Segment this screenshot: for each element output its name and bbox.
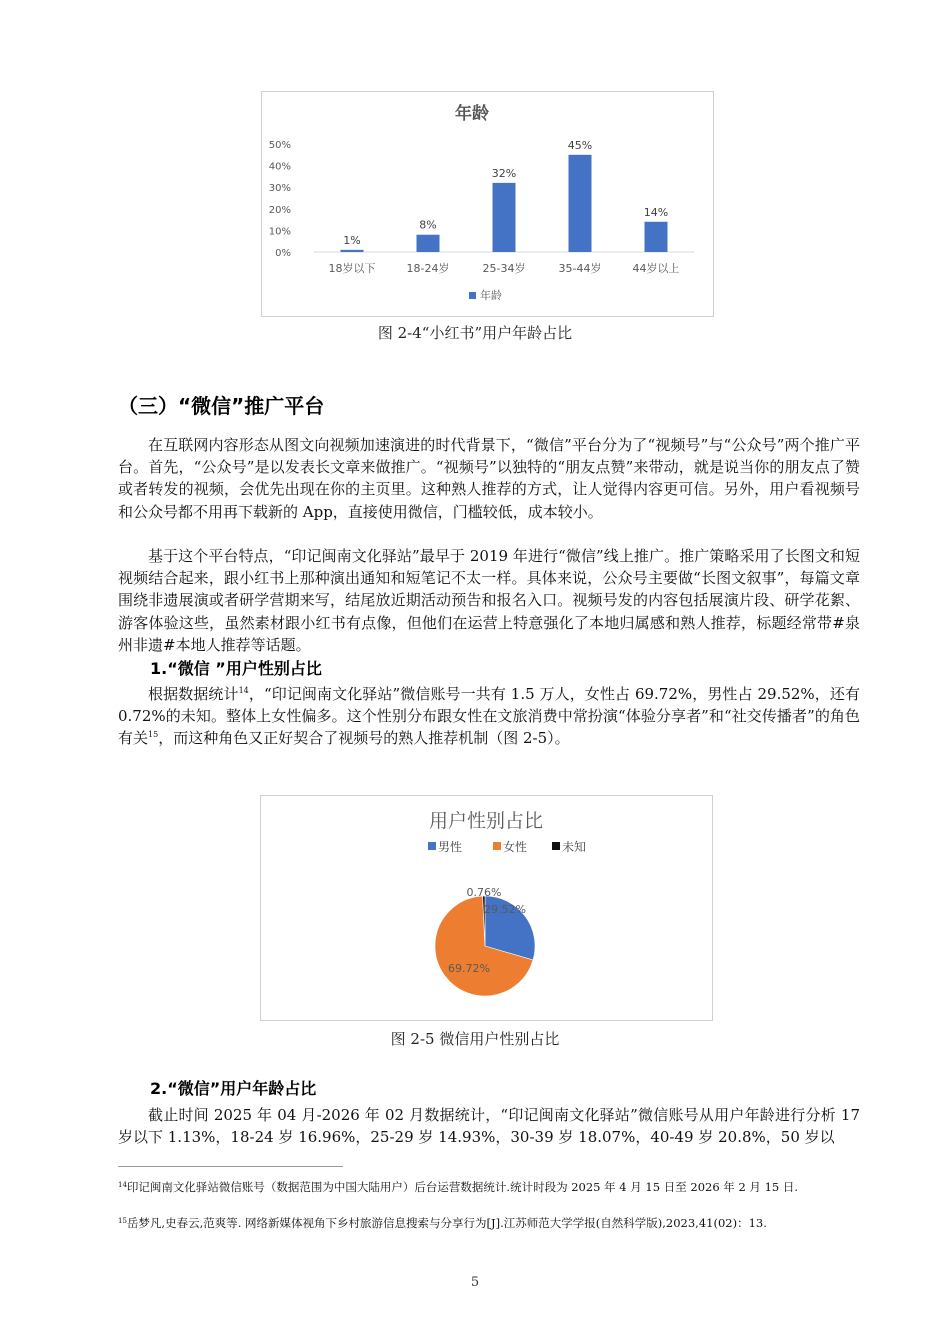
y-tick-label: 0% bbox=[275, 248, 291, 259]
gender-pie-chart-frame bbox=[260, 795, 713, 1021]
pie-title: 用户性别占比 bbox=[428, 810, 544, 832]
gender-pie-chart bbox=[261, 796, 712, 1020]
figure-caption-2-4: 图 2-4“小红书”用户年龄占比 bbox=[377, 324, 573, 342]
pie-data-label: 69.72% bbox=[448, 962, 490, 975]
footnote-15 bbox=[118, 1214, 860, 1232]
legend-swatch bbox=[552, 842, 560, 850]
bar-3 bbox=[493, 183, 516, 252]
legend-label: 年龄 bbox=[480, 289, 502, 302]
footnote-ref-15[interactable]: 15 bbox=[148, 730, 159, 740]
figure-caption-2-5: 图 2-5 微信用户性别占比 bbox=[390, 1030, 560, 1048]
age-bar-chart-frame bbox=[261, 91, 714, 317]
footnote-14-text: 印记闽南文化驿站微信账号（数据范围为中国大陆用户）后台运营数据统计.统计时段为 2025 年 4 月 15 日至 2026 年 2 月 15 日. bbox=[126, 1180, 799, 1194]
para3-text-b: ，“印记闽南文化驿站”微信账号一共有 1.5 万人，女性占 69.72%，男性占 29.52%，还有 0.72%的未知。整体上女性偏多。这个性别分布跟女性在文旅消费中常扮演“体验分享者”和“社交传播者”的角色有关 bbox=[118, 685, 860, 748]
y-tick-label: 50% bbox=[268, 140, 291, 151]
legend-label: 未知 bbox=[562, 840, 587, 854]
pie-data-label: 29.52% bbox=[484, 903, 526, 916]
y-tick-label: 10% bbox=[268, 226, 291, 238]
pie-data-label: 0.76% bbox=[466, 886, 502, 899]
x-tick-label: 44岁以上 bbox=[632, 262, 680, 275]
para3-text-a: 根据数据统计 bbox=[148, 685, 239, 703]
x-tick-label: 18岁以下 bbox=[328, 262, 376, 275]
footnote-num-14: 14 bbox=[118, 1181, 127, 1189]
footnote-num-15: 15 bbox=[118, 1217, 127, 1225]
legend-swatch bbox=[493, 842, 501, 850]
footnote-14 bbox=[118, 1178, 860, 1196]
paragraph-4: 截止时间 2025 年 04 月-2026 年 02 月数据统计，“印记闽南文化驿站”微信账号从用户年龄进行分析 17 岁以下 1.13%，18-24 岁 16.96%，25-29 岁 14.93%，30-39 岁 18.07%，40-49 岁 20.8%，50 岁以 bbox=[118, 1106, 860, 1147]
x-tick-label: 25-34岁 bbox=[482, 262, 526, 275]
bar-1 bbox=[341, 250, 364, 252]
y-tick-label: 30% bbox=[268, 183, 291, 195]
x-tick-label: 18-24岁 bbox=[406, 262, 450, 275]
section-heading: （三）“微信”推广平台 bbox=[118, 394, 325, 418]
paragraph-2: 基于这个平台特点，“印记闽南文化驿站”最早于 2019 年进行“微信”线上推广。推广策略采用了长图文和短视频结合起来，跟小红书上那种演出通知和短笔记不太一样。具体来说，公众号主要做“长图文叙事”，每篇文章围绕非遗展演或者研学营期来写，结尾放近期活动预告和报名入口。视频号发的内容包括展演片段、研学花絮、游客体验这些，虽然素材跟小红书有点像，但他们在运营上特意强化了本地归属感和熟人推荐，标题经常带#泉州非遗#本地人推荐等话题。 bbox=[118, 547, 860, 654]
x-tick-label: 35-44岁 bbox=[558, 262, 602, 275]
bar-4 bbox=[569, 155, 592, 252]
bar-2 bbox=[417, 235, 440, 252]
footnote-ref-14[interactable]: 14 bbox=[238, 686, 249, 695]
paragraph-1: 在互联网内容形态从图文向视频加速演进的时代背景下，“微信”平台分为了“视频号”与“公众号”两个推广平台。首先，“公众号”是以发表长文章来做推广。“视频号”以独特的“朋友点赞”来带动，就是说当你的朋友点了赞或者转发的视频，会优先出现在你的主页里。这种熟人推荐的方式，让人觉得内容更可信。另外，用户看视频号和公众号都不用再下载新的 App，直接使用微信，门槛较低，成本较小。 bbox=[118, 436, 860, 521]
bar-5 bbox=[645, 222, 668, 252]
age-bar-chart bbox=[262, 92, 713, 316]
legend-label: 女性 bbox=[503, 840, 528, 854]
y-tick-label: 20% bbox=[268, 204, 291, 216]
bar-data-label: 8% bbox=[419, 218, 437, 232]
bar-data-label: 32% bbox=[491, 166, 517, 180]
bar-data-label: 45% bbox=[567, 138, 593, 152]
legend-swatch bbox=[428, 842, 436, 850]
subheading-age: 2.“微信”用户年龄占比 bbox=[150, 1079, 317, 1098]
page-number: 5 bbox=[470, 1275, 480, 1290]
footnote-divider bbox=[118, 1166, 343, 1167]
footnote-15-text: 岳梦凡,史春云,范爽等. 网络新媒体视角下乡村旅游信息搜索与分享行为[J].江苏师范大学学报(自然科学版),2023,41(02)：13. bbox=[126, 1216, 767, 1230]
para3-text-c: ，而这种角色又正好契合了视频号的熟人推荐机制（图 2-5）。 bbox=[158, 729, 570, 748]
legend-swatch bbox=[469, 292, 476, 299]
bar-data-label: 14% bbox=[643, 205, 669, 219]
chart-title: 年龄 bbox=[455, 104, 489, 124]
legend-label: 男性 bbox=[438, 840, 463, 854]
bar-data-label: 1% bbox=[343, 233, 361, 247]
paragraph-3 bbox=[118, 683, 860, 750]
subheading-gender: 1.“微信 ”用户性别占比 bbox=[150, 659, 322, 678]
y-tick-label: 40% bbox=[268, 161, 291, 173]
